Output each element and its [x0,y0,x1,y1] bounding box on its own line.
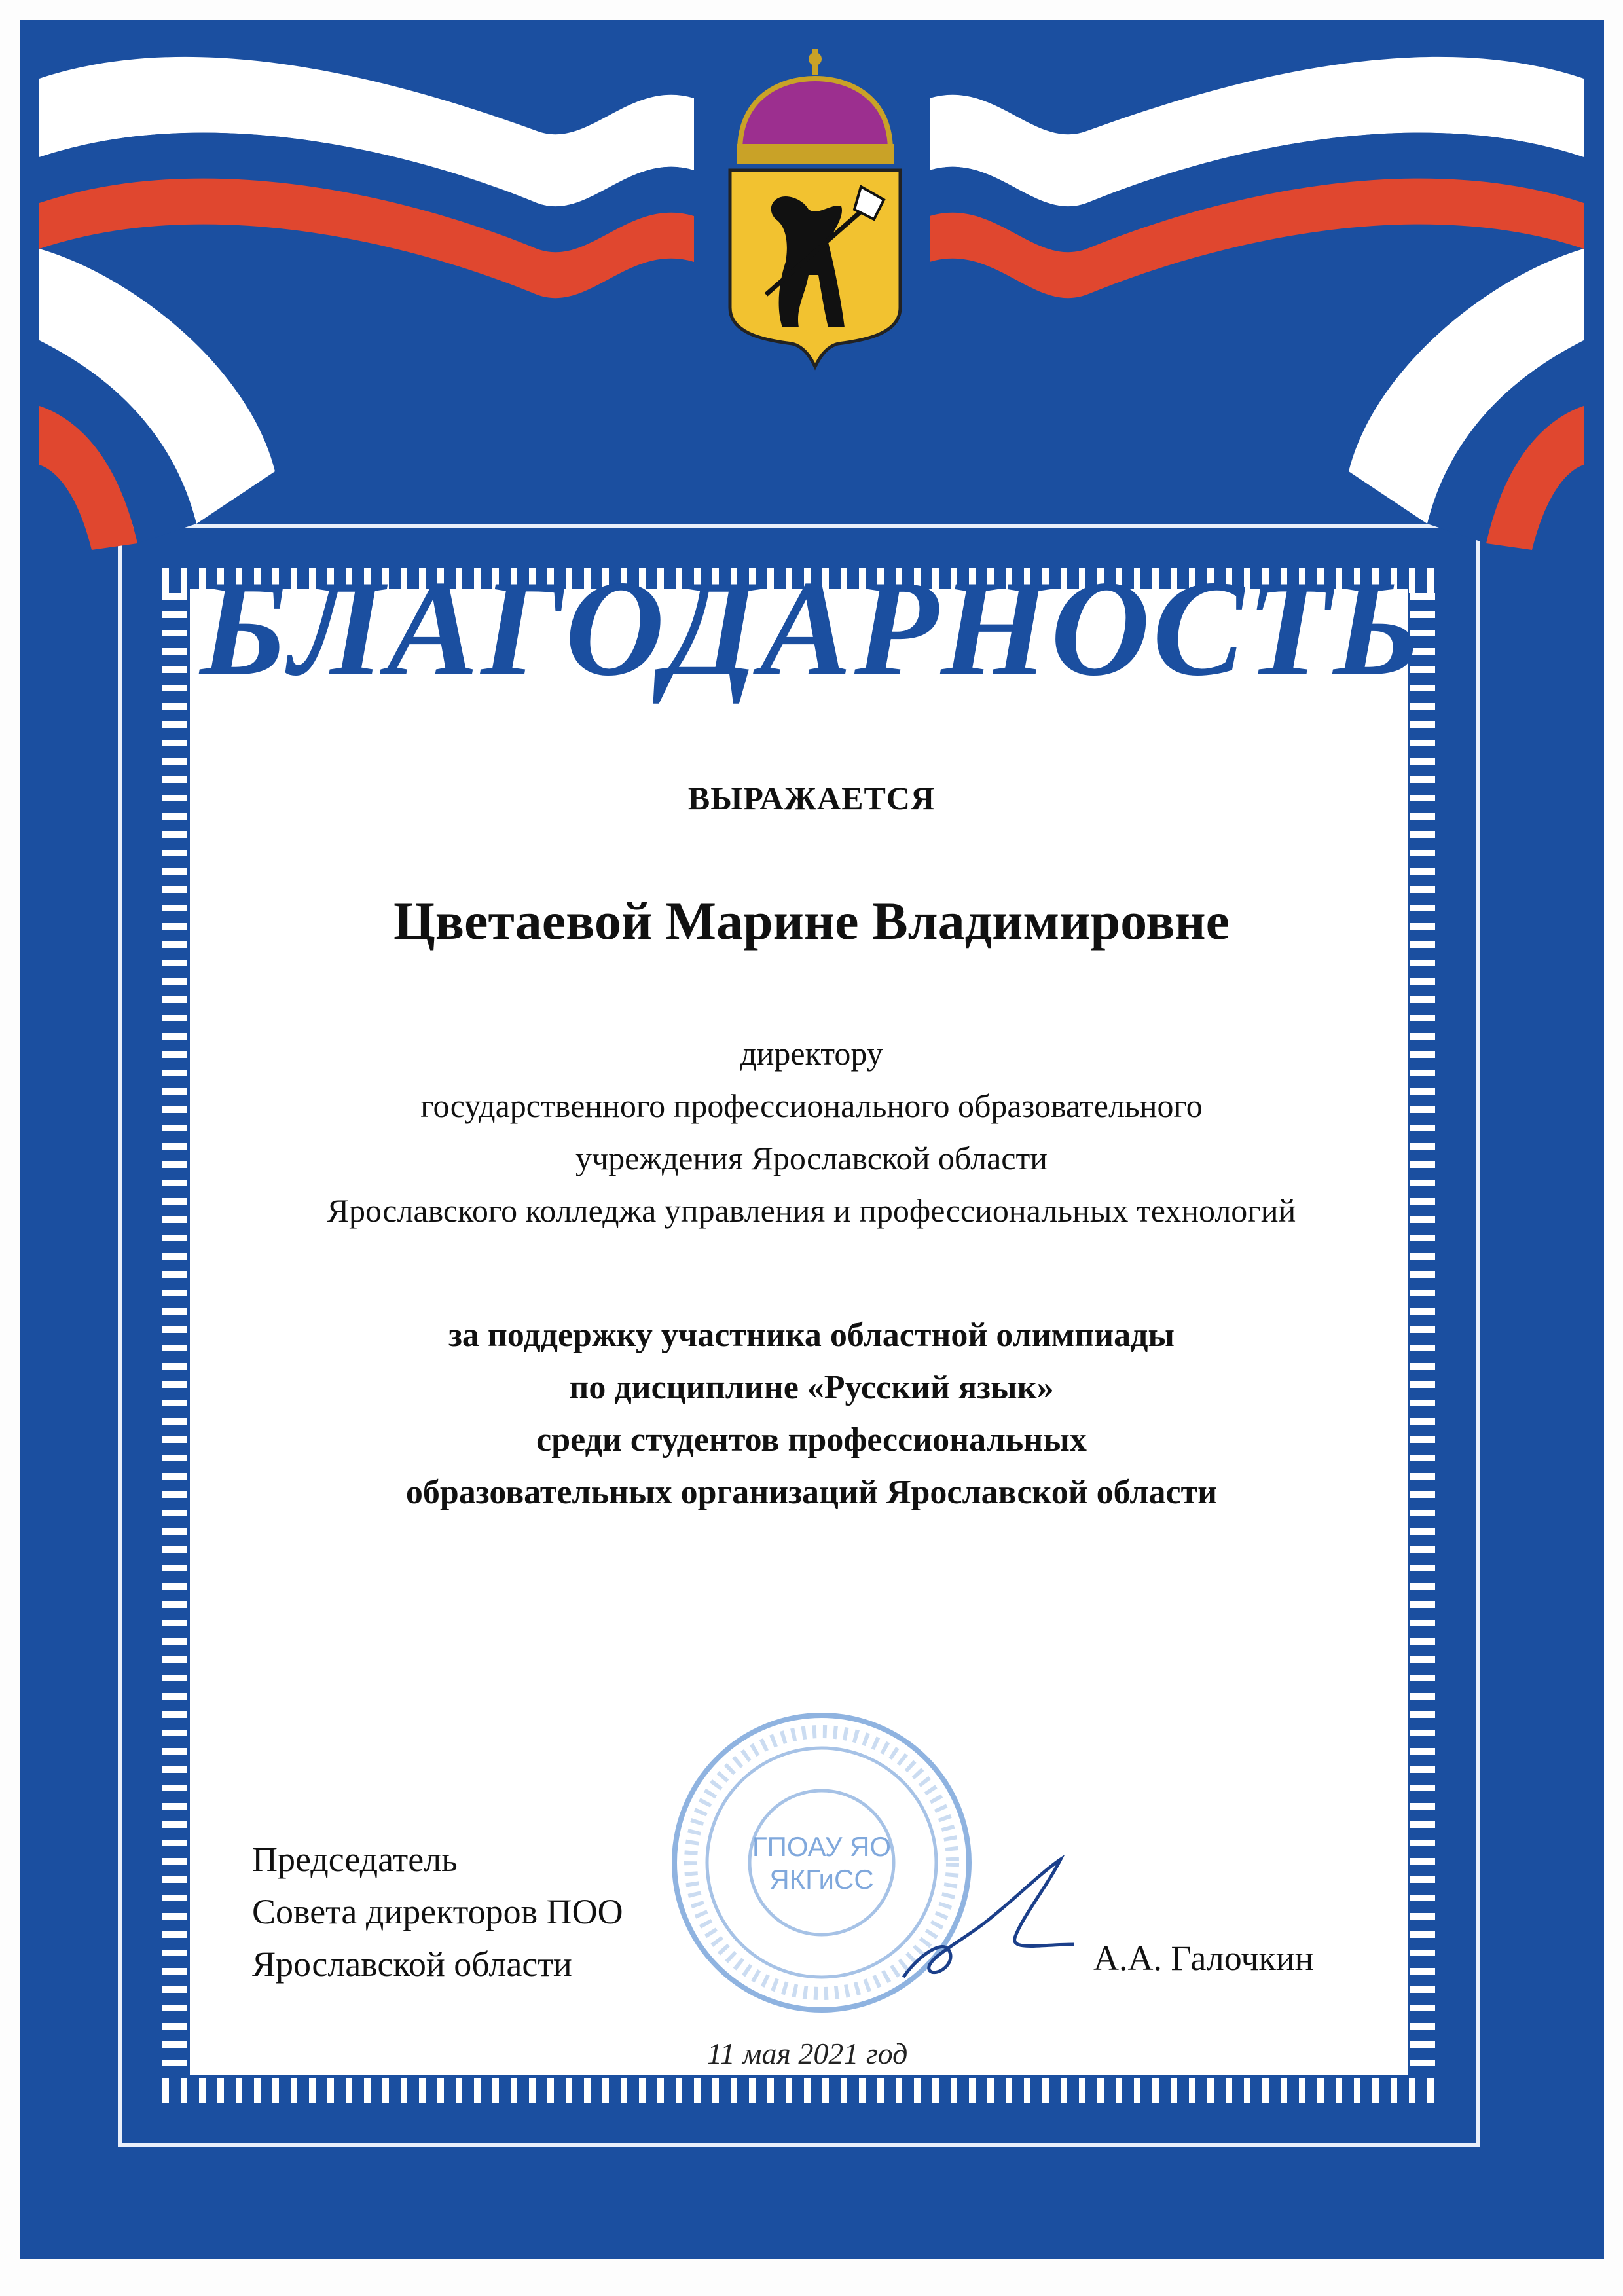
signatory-name: А.А. Галочкин [1093,1939,1314,1978]
signatory-line: Председатель [252,1840,458,1879]
position-line: учреждения Ярославской области [575,1140,1048,1176]
stamp-line: ГПОАУ ЯО [752,1831,892,1862]
handwritten-signature [890,1846,1087,2003]
issue-date: 11 мая 2021 год [707,2037,908,2070]
certificate-title: БЛАГОДАРНОСТЬ [200,553,1423,704]
signatory-line: Ярославской области [252,1944,572,1984]
stamp-line: ЯКГиСС [769,1864,874,1895]
reason-line: за поддержку участника областной олимпиады [448,1317,1175,1354]
signatory-title [252,1833,623,1990]
position-line: Ярославского колледжа управления и профессиональных технологий [327,1192,1296,1229]
recipient-name: Цветаевой Марине Владимировне [393,891,1230,951]
position-line: директору [740,1035,883,1072]
reason-line: образовательных организаций Ярославской области [405,1474,1218,1511]
position-line: государственного профессионального образовательного [420,1087,1203,1124]
reason-line: по дисциплине «Русский язык» [569,1369,1054,1406]
signatory-line: Совета директоров ПОО [252,1892,623,1931]
reason-line: среди студентов профессиональных [536,1421,1087,1459]
expressed-label: ВЫРАЖАЕТСЯ [687,780,936,816]
coat-of-arms-emblem [714,46,917,373]
